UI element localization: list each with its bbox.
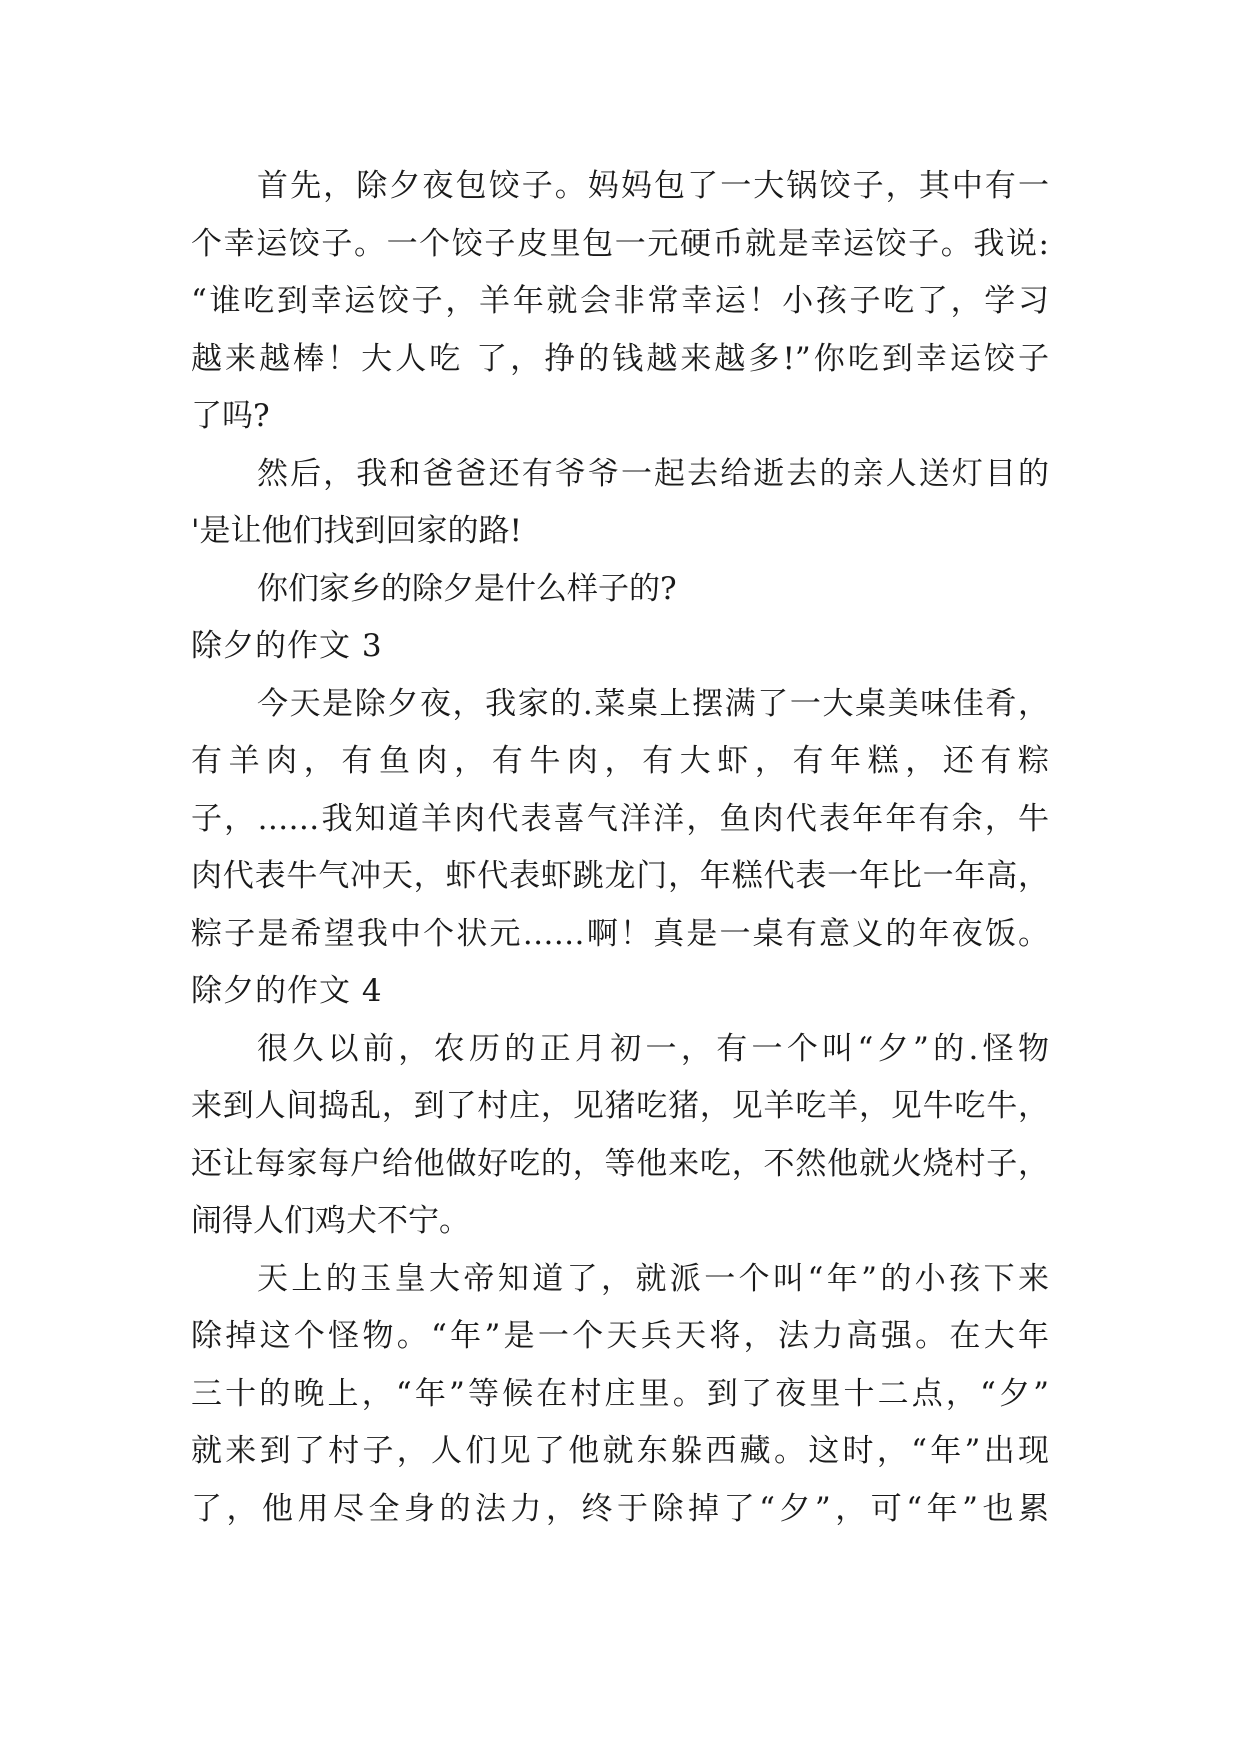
text-line: 粽子是希望我中个状元……啊！真是一桌有意义的年夜饭。 bbox=[191, 915, 1049, 952]
text-line: 你们家乡的除夕是什么样子的? bbox=[257, 570, 677, 607]
text-line: 闹得人们鸡犬不宁。 bbox=[191, 1203, 470, 1239]
document-body bbox=[191, 158, 1049, 1538]
paragraph-monster-xi bbox=[191, 1021, 1049, 1251]
text-line: 有羊肉，有鱼肉，有牛肉，有大虾，有年糕，还有粽 bbox=[191, 743, 1049, 779]
paragraph-question bbox=[191, 561, 1049, 619]
text-line: 除掉这个怪物。“年”是一个天兵天将，法力高强。在大年 bbox=[191, 1318, 1049, 1354]
paragraph-nian bbox=[191, 1251, 1049, 1539]
text-line: 肉代表牛气冲天，虾代表虾跳龙门，年糕代表一年比一年高， bbox=[191, 858, 1049, 894]
paragraph-new-year-dinner bbox=[191, 676, 1049, 964]
paragraph-dumplings bbox=[191, 158, 1049, 446]
paragraph-lanterns bbox=[191, 446, 1049, 561]
section-heading-3: 除夕的作文 3 bbox=[191, 628, 383, 664]
text-line: 了，他用尽全身的法力，终于除掉了“夕”，可“年”也累 bbox=[191, 1490, 1049, 1527]
text-line: 天上的玉皇大帝知道了，就派一个叫“年”的小孩下来 bbox=[257, 1260, 1049, 1297]
text-line: 子，……我知道羊肉代表喜气洋洋，鱼肉代表年年有余，牛 bbox=[191, 800, 1049, 837]
text-line: “谁吃到幸运饺子，羊年就会非常幸运！小孩子吃了，学习 bbox=[191, 283, 1049, 319]
text-line: 三十的晚上，“年”等候在村庄里。到了夜里十二点，“夕” bbox=[191, 1375, 1049, 1412]
text-line: 就来到了村子，人们见了他就东躲西藏。这时，“年”出现 bbox=[191, 1433, 1049, 1469]
text-line: 很久以前，农历的正月初一，有一个叫“夕”的.怪物 bbox=[257, 1030, 1049, 1067]
text-line: 了吗? bbox=[191, 398, 270, 434]
text-line: 今天是除夕夜，我家的.菜桌上摆满了一大桌美味佳肴， bbox=[257, 685, 1049, 722]
section-heading-4: 除夕的作文 4 bbox=[191, 973, 383, 1009]
text-line: 还让每家每户给他做好吃的，等他来吃，不然他就火烧村子， bbox=[191, 1145, 1049, 1182]
text-line: 然后，我和爸爸还有爷爷一起去给逝去的亲人送灯目的 bbox=[257, 455, 1049, 492]
text-line: 首先，除夕夜包饺子。妈妈包了一大锅饺子，其中有一 bbox=[257, 168, 1049, 204]
text-line: 越来越棒！大人吃 了，挣的钱越来越多!”你吃到幸运饺子 bbox=[191, 340, 1049, 377]
text-line: 来到人间捣乱，到了村庄，见猪吃猪，见羊吃羊，见牛吃牛， bbox=[191, 1088, 1049, 1124]
text-line: '是让他们找到回家的路! bbox=[191, 513, 522, 549]
text-line: 个幸运饺子。一个饺子皮里包一元硬币就是幸运饺子。我说: bbox=[191, 225, 1049, 262]
